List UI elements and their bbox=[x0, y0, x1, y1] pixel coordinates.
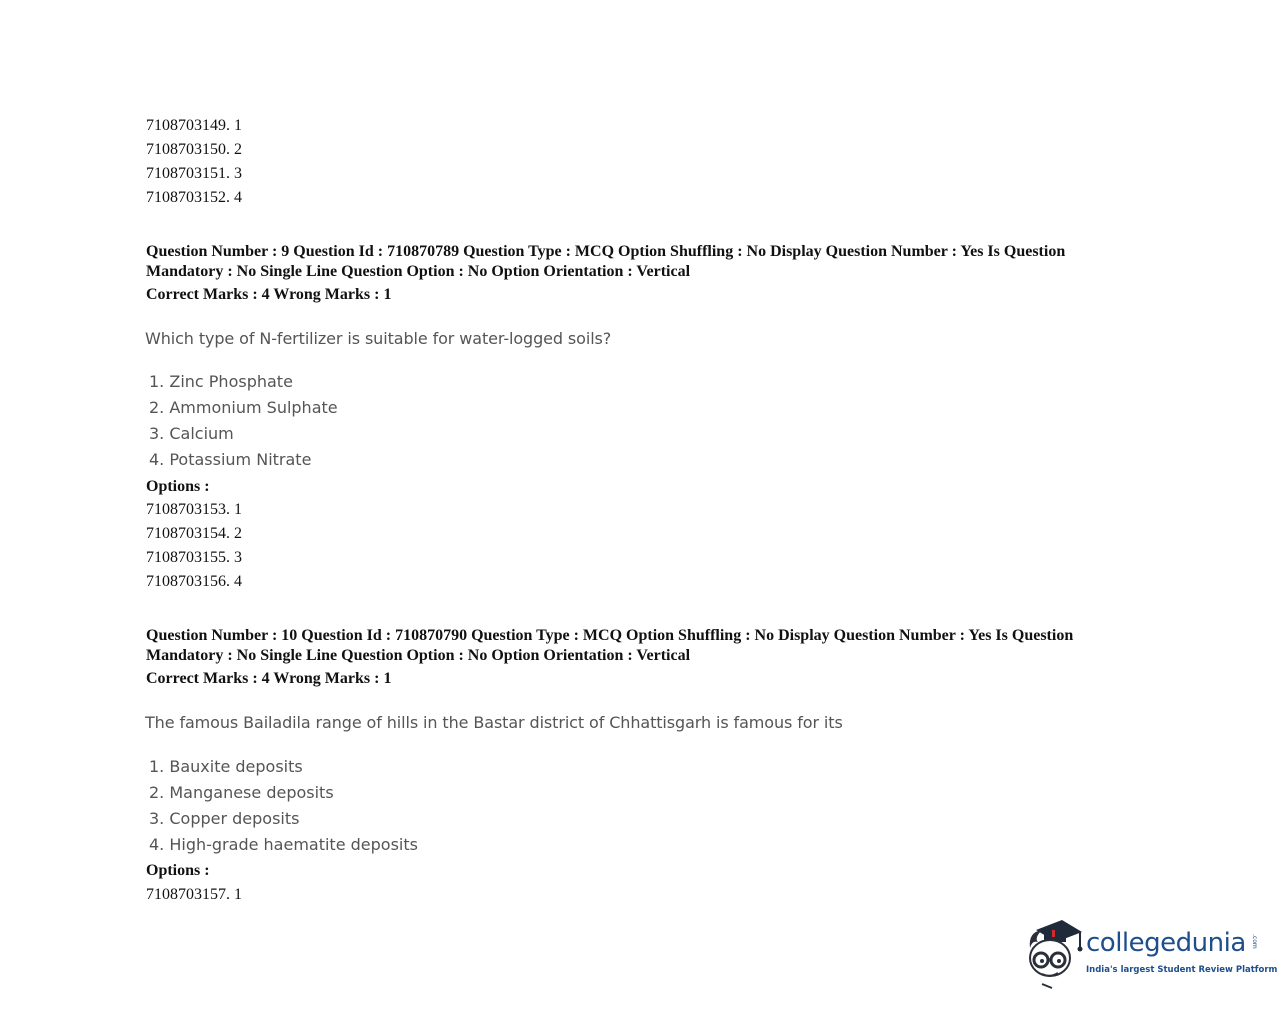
question-text: Which type of N-fertilizer is suitable for water-logged soils? bbox=[145, 329, 612, 348]
question-text: The famous Bailadila range of hills in the Bastar district of Chhattisgarh is famous for its bbox=[145, 713, 843, 732]
option-id-line: 7108703150. 2 bbox=[146, 141, 242, 158]
answer-choice: 2. Manganese deposits bbox=[149, 783, 334, 802]
option-id-line: 7108703152. 4 bbox=[146, 189, 242, 206]
answer-choice: 4. High-grade haematite deposits bbox=[149, 835, 418, 854]
answer-choice: 3. Calcium bbox=[149, 424, 234, 443]
options-label: Options : bbox=[146, 478, 210, 495]
option-id-line: 7108703149. 1 bbox=[146, 117, 242, 134]
question-meta-line-1: Question Number : 9 Question Id : 710870789 Question Type : MCQ Option Shuffling : No Display Question Number : Yes Is Question bbox=[146, 243, 1066, 260]
question-marks: Correct Marks : 4 Wrong Marks : 1 bbox=[146, 670, 392, 687]
option-id-line: 7108703151. 3 bbox=[146, 165, 242, 182]
logo-tagline: India's largest Student Review Platform bbox=[1086, 965, 1278, 975]
question-meta-line-1: Question Number : 10 Question Id : 710870790 Question Type : MCQ Option Shuffling : No Display Question Number : Yes Is Question bbox=[146, 627, 1074, 644]
collegedunia-logo bbox=[1022, 918, 1278, 990]
answer-choice: 4. Potassium Nitrate bbox=[149, 450, 312, 469]
option-id-line: 7108703153. 1 bbox=[146, 501, 242, 518]
question-marks: Correct Marks : 4 Wrong Marks : 1 bbox=[146, 286, 392, 303]
answer-choice: 2. Ammonium Sulphate bbox=[149, 398, 338, 417]
question-meta-line-2: Mandatory : No Single Line Question Option : No Option Orientation : Vertical bbox=[146, 647, 691, 664]
option-id-line: 7108703155. 3 bbox=[146, 549, 242, 566]
answer-choice: 1. Zinc Phosphate bbox=[149, 372, 293, 391]
option-id-line: 7108703154. 2 bbox=[146, 525, 242, 542]
student-mascot-icon bbox=[1022, 918, 1084, 990]
answer-choice: 3. Copper deposits bbox=[149, 809, 300, 828]
option-id-line: 7108703157. 1 bbox=[146, 886, 242, 903]
logo-domain-suffix: .com bbox=[1251, 934, 1258, 949]
option-id-line: 7108703156. 4 bbox=[146, 573, 242, 590]
logo-wordmark: collegedunia bbox=[1086, 928, 1246, 958]
options-label: Options : bbox=[146, 862, 210, 879]
question-meta-line-2: Mandatory : No Single Line Question Option : No Option Orientation : Vertical bbox=[146, 263, 691, 280]
answer-choice: 1. Bauxite deposits bbox=[149, 757, 303, 776]
